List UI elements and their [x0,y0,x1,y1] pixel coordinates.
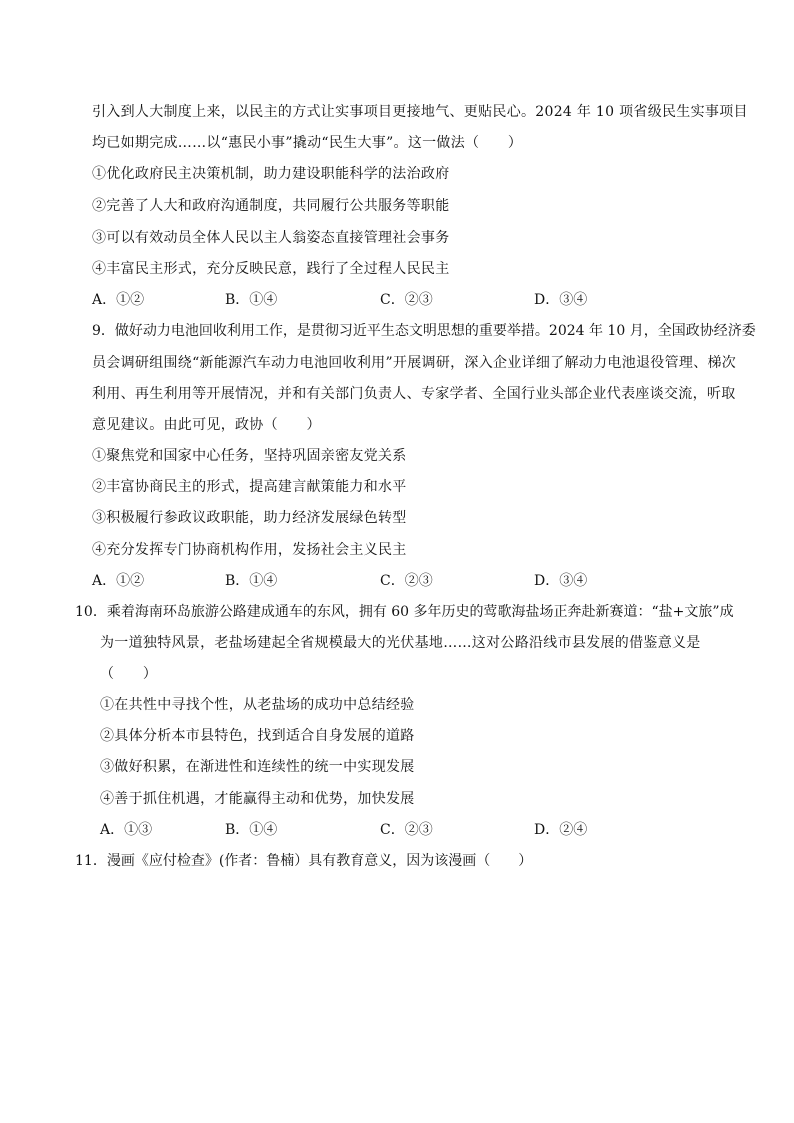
q8-stem-line-2: 均已如期完成……以“惠民小事”撬动“民生大事”。这一做法（ ） [92,135,523,151]
q10-option-c[interactable]: C．②③ [380,822,433,838]
q8-option-b[interactable]: B．①④ [225,292,278,308]
q8-option-c[interactable]: C．②③ [380,292,433,308]
q9-options [92,571,732,591]
q10-stem-line-3: （ ） [100,666,158,682]
q9-option-a[interactable]: A．①② [92,573,145,589]
q10-option-a[interactable]: A．①③ [100,822,153,838]
q10-stem-line-1: 10．乘着海南环岛旅游公路建成通车的东风，拥有 60 多年历史的莺歌海盐场正奔赴新赛道：“盐+文旅”成 [75,604,734,620]
q9-option-d[interactable]: D．③④ [534,573,588,589]
q10-option-b[interactable]: B．①④ [225,822,278,838]
q10-statement-4: ④善于抓住机遇，才能赢得主动和优势，加快发展 [100,791,415,807]
q9-statement-2: ②丰富协商民主的形式，提高建言献策能力和水平 [92,479,407,495]
q9-stem-line-1: 9．做好动力电池回收利用工作，是贯彻习近平生态文明思想的重要举措。2024 年 10 月，全国政协经济委 [92,323,756,339]
q9-statement-1: ①聚焦党和国家中心任务，坚持巩固亲密友党关系 [92,448,407,464]
q10-statement-2: ②具体分析本市县特色，找到适合自身发展的道路 [100,728,415,744]
q8-option-a[interactable]: A．①② [92,292,145,308]
q8-option-d[interactable]: D．③④ [534,292,588,308]
q10-statement-1: ①在共性中寻找个性，从老盐场的成功中总结经验 [100,697,415,713]
q8-statement-2: ②完善了人大和政府沟通制度，共同履行公共服务等职能 [92,198,450,214]
q10-options [100,820,740,840]
q9-option-b[interactable]: B．①④ [225,573,278,589]
q9-stem-line-4: 意见建议。由此可见，政协（ ） [92,417,321,433]
q11-stem-line-1: 11．漫画《应付检查》(作者：鲁楠）具有教育意义，因为该漫画（ ） [75,853,533,869]
q8-statement-1: ①优化政府民主决策机制，助力建设职能科学的法治政府 [92,166,450,182]
q10-option-d[interactable]: D．②④ [534,822,588,838]
q9-stem-line-3: 利用、再生利用等开展情况，并和有关部门负责人、专家学者、全国行业头部企业代表座谈交流，听取 [92,386,736,402]
q9-statement-3: ③积极履行参政议政职能，助力经济发展绿色转型 [92,510,407,526]
q10-statement-3: ③做好积累，在渐进性和连续性的统一中实现发展 [100,759,415,775]
q8-stem-line-1: 引入到人大制度上来，以民主的方式让实事项目更接地气、更贴民心。2024 年 10 项省级民生实事项目 [92,104,748,120]
q10-stem-line-2: 为一道独特风景，老盐场建起全省规模最大的光伏基地……这对公路沿线市县发展的借鉴意义是 [100,635,701,651]
q9-option-c[interactable]: C．②③ [380,573,433,589]
q9-stem-line-2: 员会调研组围绕“新能源汽车动力电池回收利用”开展调研，深入企业详细了解动力电池退役管理、梯次 [92,355,737,371]
q8-statement-3: ③可以有效动员全体人民以主人翁姿态直接管理社会事务 [92,230,450,246]
q8-options [92,290,732,310]
q9-statement-4: ④充分发挥专门协商机构作用，发扬社会主义民主 [92,542,407,558]
q8-statement-4: ④丰富民主形式，充分反映民意，践行了全过程人民民主 [92,261,450,277]
